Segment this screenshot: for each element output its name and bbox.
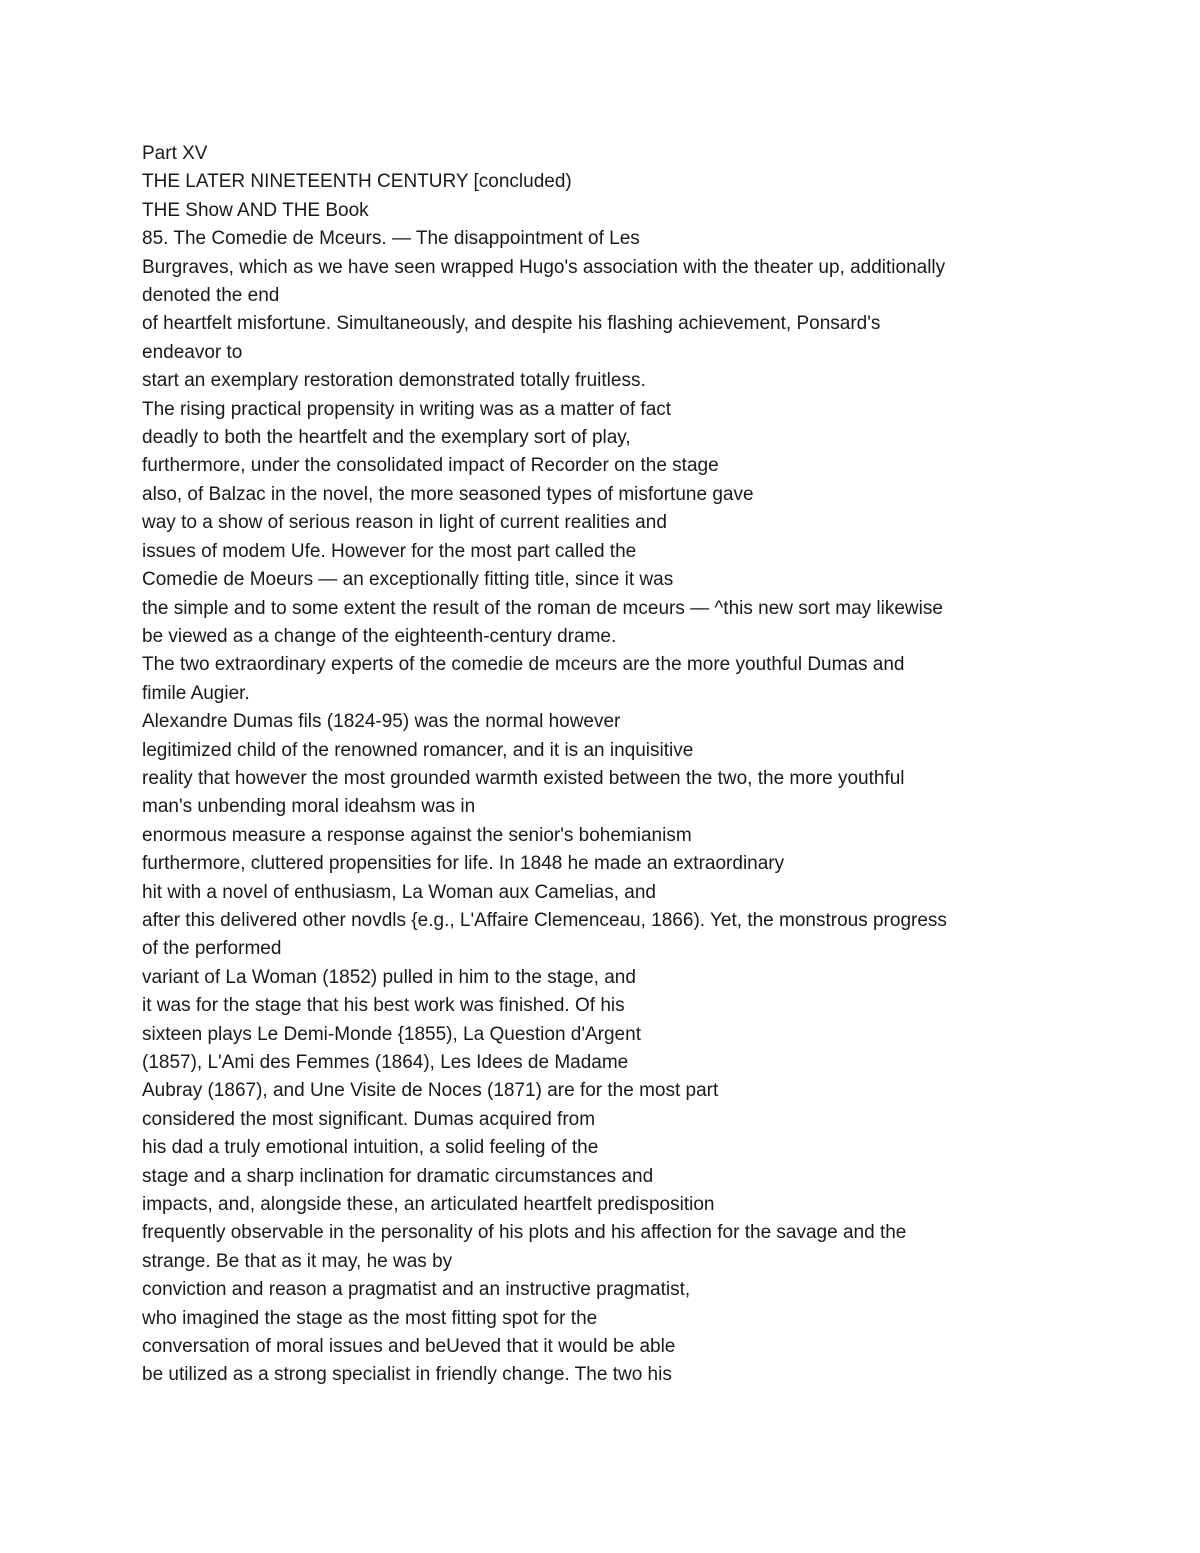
text-line: (1857), L'Ami des Femmes (1864), Les Idees de Madame <box>142 1052 629 1073</box>
text-line: furthermore, cluttered propensities for life. In 1848 he made an extraordinary <box>142 853 785 875</box>
text-line: man's unbending moral ideahsm was in <box>142 796 476 818</box>
text-line: 85. The Comedie de Mceurs. — The disappointment of Les <box>142 228 640 250</box>
document-body <box>142 140 1072 1390</box>
text-line: hit with a novel of enthusiasm, La Woman aux Camelias, and <box>142 881 656 903</box>
text-line: impacts, and, alongside these, an articulated heartfelt predisposition <box>142 1194 715 1216</box>
text-line: frequently observable in the personality of his plots and his affection for the savage and the <box>142 1222 907 1244</box>
text-line: legitimized child of the renowned romancer, and it is an inquisitive <box>142 739 694 761</box>
text-line: The two extraordinary experts of the comedie de mceurs are the more youthful Dumas and <box>142 654 905 676</box>
text-line: be viewed as a change of the eighteenth-century drame. <box>142 625 617 647</box>
text-line: sixteen plays Le Demi-Monde {1855), La Question d'Argent <box>142 1023 641 1045</box>
text-line: be utilized as a strong specialist in friendly change. The two his <box>142 1364 672 1386</box>
text-line: strange. Be that as it may, he was by <box>142 1250 453 1272</box>
part-heading: Part XV <box>142 143 208 164</box>
text-line: The rising practical propensity in writing was as a matter of fact <box>142 398 672 420</box>
text-line: of heartfelt misfortune. Simultaneously, and despite his flashing achievement, Ponsard's <box>142 313 881 335</box>
text-line: Burgraves, which as we have seen wrapped Hugo's association with the theater up, additionally <box>142 256 946 278</box>
text-line: it was for the stage that his best work was finished. Of his <box>142 995 625 1017</box>
text-line: Alexandre Dumas fils (1824-95) was the normal however <box>142 711 621 733</box>
text-line: enormous measure a response against the senior's bohemianism <box>142 824 692 846</box>
text-line: Aubray (1867), and Une Visite de Noces (1871) are for the most part <box>142 1080 719 1102</box>
text-line: after this delivered other novdls {e.g., L'Affaire Clemenceau, 1866). Yet, the monstrous progress <box>142 909 947 931</box>
text-line: his dad a truly emotional intuition, a solid feeling of the <box>142 1137 599 1159</box>
text-line: fimile Augier. <box>142 682 250 704</box>
century-heading: THE LATER NINETEENTH CENTURY [concluded) <box>142 171 572 193</box>
text-line: endeavor to <box>142 341 243 363</box>
text-line: reality that however the most grounded warmth existed between the two, the more youthful <box>142 767 905 789</box>
text-line: also, of Balzac in the novel, the more seasoned types of misfortune gave <box>142 483 754 505</box>
text-line: issues of modem Ufe. However for the most part called the <box>142 540 637 562</box>
text-line: the simple and to some extent the result of the roman de mceurs — ^this new sort may likewise <box>142 597 943 619</box>
text-line: of the performed <box>142 938 282 960</box>
text-line: furthermore, under the consolidated impact of Recorder on the stage <box>142 455 719 477</box>
text-line: way to a show of serious reason in light of current realities and <box>142 512 667 534</box>
text-line: conviction and reason a pragmatist and an instructive pragmatist, <box>142 1279 691 1301</box>
text-line: who imagined the stage as the most fitting spot for the <box>142 1307 598 1329</box>
text-line: considered the most significant. Dumas acquired from <box>142 1108 596 1130</box>
text-line: Comedie de Moeurs — an exceptionally fitting title, since it was <box>142 569 674 591</box>
text-line: deadly to both the heartfelt and the exemplary sort of play, <box>142 427 631 449</box>
text-line: variant of La Woman (1852) pulled in him to the stage, and <box>142 966 636 988</box>
text-line: start an exemplary restoration demonstrated totally fruitless. <box>142 370 646 392</box>
text-line: denoted the end <box>142 285 280 307</box>
text-line: conversation of moral issues and beUeved that it would be able <box>142 1336 676 1358</box>
section-heading: THE Show AND THE Book <box>142 199 369 221</box>
text-line: stage and a sharp inclination for dramatic circumstances and <box>142 1165 654 1187</box>
